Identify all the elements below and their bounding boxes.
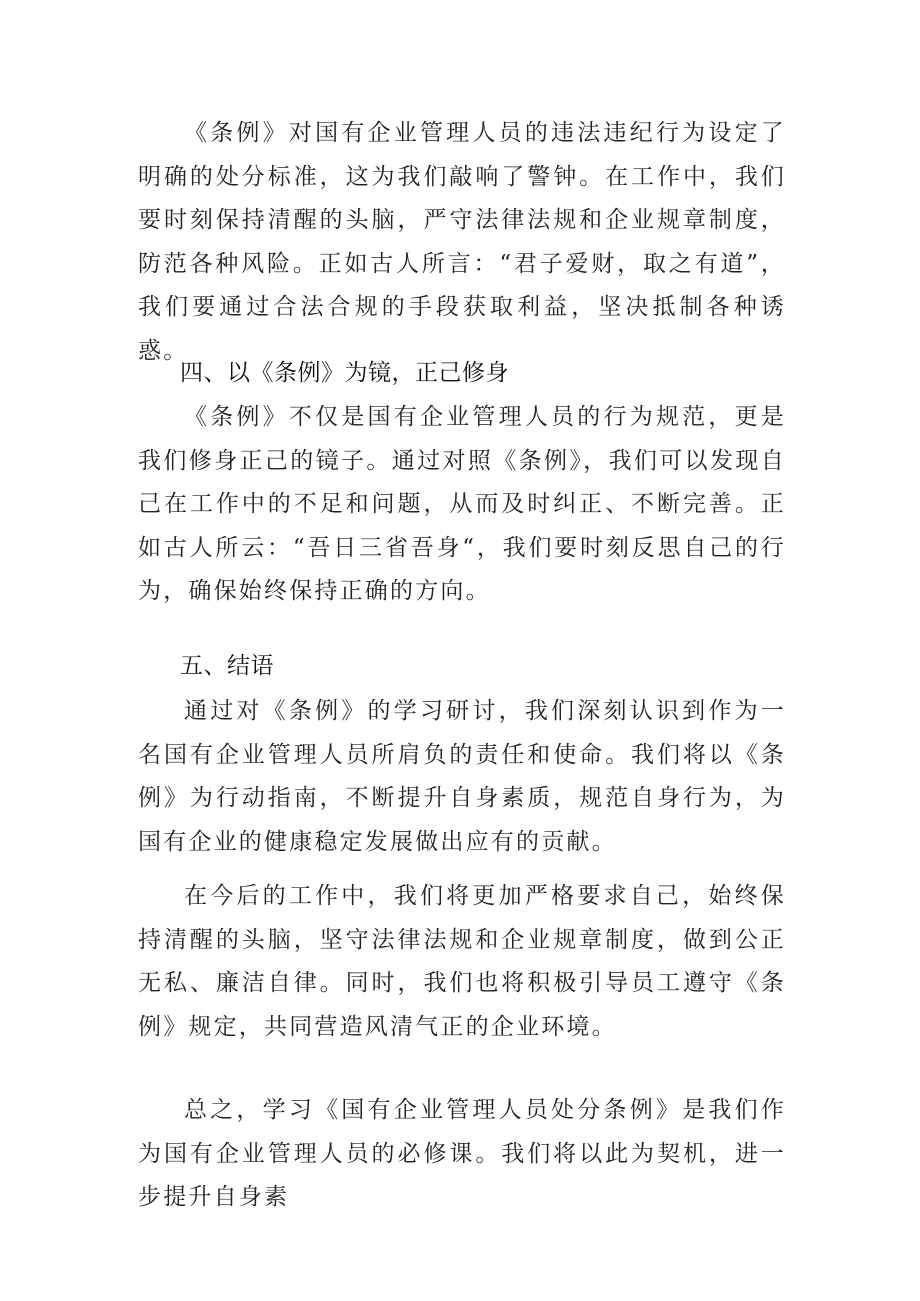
section-heading-5: 五、结语	[180, 653, 274, 679]
body-paragraph: 通过对《条例》的学习研讨，我们深刻认识到作为一名国有企业管理人员所肩负的责任和使命。我们将以《条例》为行动指南，不断提升自身素质，规范自身行为，为国有企业的健康稳定发展做出应有的贡献。	[138, 698, 786, 855]
body-paragraph: 《条例》不仅是国有企业管理人员的行为规范，更是我们修身正己的镜子。通过对照《条例》，我们可以发现自己在工作中的不足和问题，从而及时纠正、不断完善。正如古人所云：“吾日三省吾身“，我们要时刻反思自己的行为，确保始终保持正确的方向。	[138, 404, 786, 604]
body-paragraph: 总之，学习《国有企业管理人员处分条例》是我们作为国有企业管理人员的必修课。我们将以此为契机，进一步提升自身素	[138, 1097, 786, 1210]
section-heading-4: 四、以《条例》为镜，正己修身	[180, 360, 509, 386]
body-paragraph: 《条例》对国有企业管理人员的违法违纪行为设定了明确的处分标准，这为我们敲响了警钟。在工作中，我们要时刻保持清醒的头脑，严守法律法规和企业规章制度，防范各种风险。正如古人所言：“君子爱财，取之有道”，我们要通过合法合规的手段获取利益，坚决抵制各种诱惑。	[138, 120, 786, 364]
body-paragraph: 在今后的工作中，我们将更加严格要求自己，始终保持清醒的头脑，坚守法律法规和企业规章制度，做到公正无私、廉洁自律。同时，我们也将积极引导员工遵守《条例》规定，共同营造风清气正的企业环境。	[138, 883, 786, 1040]
